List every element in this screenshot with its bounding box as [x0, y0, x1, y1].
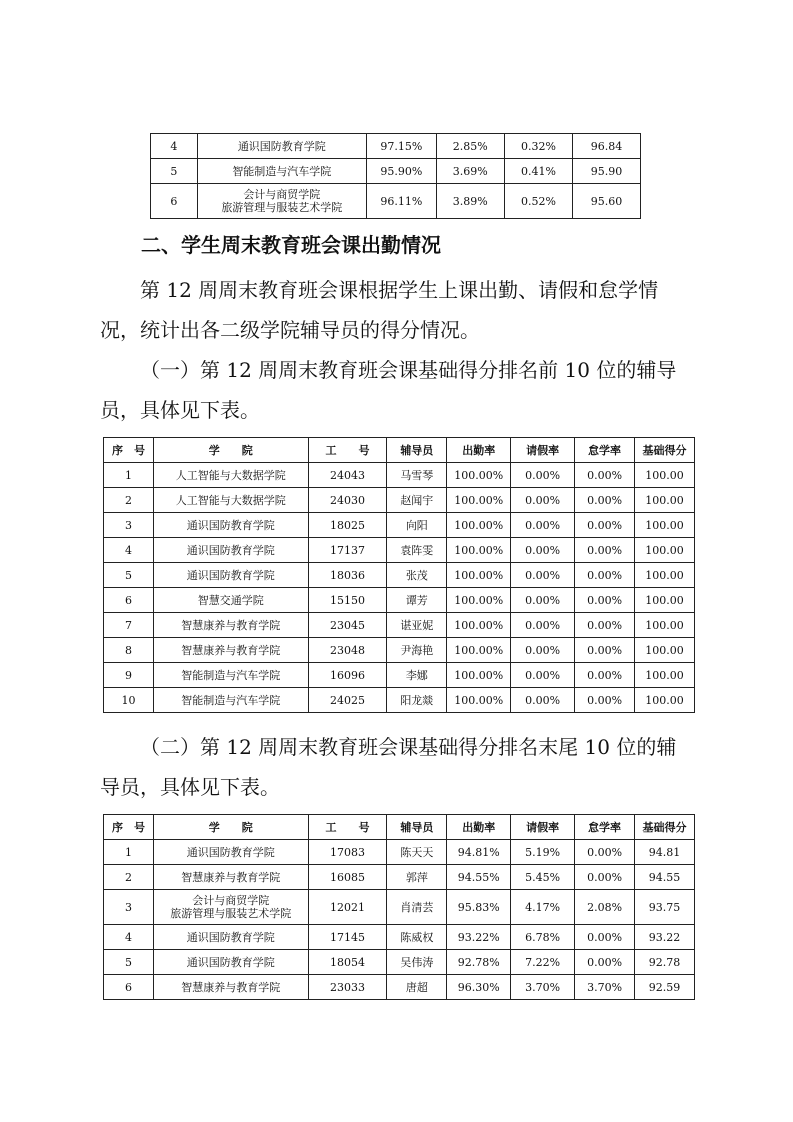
cell-college — [153, 463, 308, 488]
cell-id: 24030 — [308, 488, 387, 513]
cell-counselor: 吴伟涛 — [387, 950, 447, 975]
header-counselor: 辅导员 — [387, 438, 447, 463]
college-line: 智能制造与汽车学院 — [232, 164, 332, 178]
cell-absent: 0.00% — [575, 925, 635, 950]
college-line: 通识国防教育学院 — [186, 518, 275, 532]
college-line: 旅游管理与服装艺术学院 — [170, 907, 292, 920]
cell-id: 16085 — [308, 865, 387, 890]
cell-score: 100.00 — [635, 538, 695, 563]
cell-attend: 100.00% — [447, 513, 511, 538]
cell-score: 100.00 — [635, 688, 695, 713]
college-line: 通识国防教育学院 — [186, 568, 275, 582]
cell-leave: 0.00% — [511, 463, 575, 488]
cell-absent: 0.00% — [575, 513, 635, 538]
cell-attend: 97.15% — [366, 134, 436, 159]
cell-score: 92.59 — [635, 975, 695, 1000]
cell-college — [153, 865, 308, 890]
cell-college — [153, 613, 308, 638]
cell-counselor: 谭芳 — [387, 588, 447, 613]
cell-leave: 7.22% — [511, 950, 575, 975]
cell-no: 8 — [104, 638, 154, 663]
cell-leave: 3.69% — [436, 159, 504, 184]
cell-id: 17083 — [308, 840, 387, 865]
cell-no: 4 — [151, 134, 198, 159]
header-counselor: 辅导员 — [387, 815, 447, 840]
cell-college — [153, 840, 308, 865]
college-line: 智慧康养与教育学院 — [181, 643, 281, 657]
cell-score: 100.00 — [635, 563, 695, 588]
cell-id: 23033 — [308, 975, 387, 1000]
cell-attend: 94.55% — [447, 865, 511, 890]
table-row — [104, 865, 695, 890]
cell-counselor: 陈天天 — [387, 840, 447, 865]
cell-id: 12021 — [308, 890, 387, 925]
table-row — [104, 563, 695, 588]
cell-id: 18036 — [308, 563, 387, 588]
cell-no: 1 — [104, 840, 154, 865]
cell-attend: 100.00% — [447, 663, 511, 688]
cell-no: 6 — [104, 975, 154, 1000]
cell-score: 94.81 — [635, 840, 695, 865]
cell-absent: 2.08% — [575, 890, 635, 925]
cell-no: 6 — [104, 588, 154, 613]
cell-leave: 5.45% — [511, 865, 575, 890]
header-no: 序 号 — [104, 438, 154, 463]
cell-attend: 95.90% — [366, 159, 436, 184]
cell-attend: 96.11% — [366, 184, 436, 219]
table-row — [104, 488, 695, 513]
cell-score: 96.84 — [573, 134, 641, 159]
cell-score: 94.55 — [635, 865, 695, 890]
cell-college — [153, 975, 308, 1000]
cell-leave: 2.85% — [436, 134, 504, 159]
bottom10-caption: （二）第 12 周周末教育班会课基础得分排名末尾 10 位的辅导员，具体见下表。 — [100, 735, 677, 799]
header-id: 工 号 — [308, 815, 387, 840]
cell-id: 15150 — [308, 588, 387, 613]
table-row — [104, 538, 695, 563]
cell-leave: 0.00% — [511, 538, 575, 563]
cell-counselor: 李娜 — [387, 663, 447, 688]
cell-no: 1 — [104, 463, 154, 488]
cell-score: 95.60 — [573, 184, 641, 219]
table-row — [104, 688, 695, 713]
cell-college — [153, 513, 308, 538]
header-attend: 出勤率 — [447, 815, 511, 840]
cell-college — [153, 563, 308, 588]
bottom10-counselor-table — [103, 814, 695, 1000]
cell-college — [153, 688, 308, 713]
cell-absent: 0.00% — [575, 563, 635, 588]
cell-attend: 100.00% — [447, 638, 511, 663]
cell-id: 18025 — [308, 513, 387, 538]
cell-no: 4 — [104, 925, 154, 950]
table-row — [104, 975, 695, 1000]
cell-attend: 100.00% — [447, 588, 511, 613]
table-row — [104, 588, 695, 613]
cell-college — [197, 134, 366, 159]
cell-absent: 0.00% — [575, 638, 635, 663]
cell-college — [153, 538, 308, 563]
cell-score: 100.00 — [635, 613, 695, 638]
cell-attend: 94.81% — [447, 840, 511, 865]
table-row — [151, 134, 641, 159]
cell-counselor: 袁阵雯 — [387, 538, 447, 563]
cell-score: 100.00 — [635, 513, 695, 538]
cell-leave: 0.00% — [511, 663, 575, 688]
college-line: 智慧交通学院 — [197, 593, 264, 607]
college-line: 通识国防教育学院 — [186, 955, 275, 969]
cell-college — [153, 663, 308, 688]
top10-counselor-table — [103, 437, 695, 713]
continued-college-table-body — [151, 134, 641, 219]
table-row — [104, 513, 695, 538]
cell-no: 3 — [104, 890, 154, 925]
cell-absent: 0.52% — [504, 184, 572, 219]
cell-leave: 0.00% — [511, 588, 575, 613]
header-no: 序 号 — [104, 815, 154, 840]
header-id: 工 号 — [308, 438, 387, 463]
cell-id: 17145 — [308, 925, 387, 950]
table-row — [104, 463, 695, 488]
cell-counselor: 马雪琴 — [387, 463, 447, 488]
cell-no: 9 — [104, 663, 154, 688]
cell-score: 95.90 — [573, 159, 641, 184]
cell-college — [153, 950, 308, 975]
cell-score: 100.00 — [635, 588, 695, 613]
cell-leave: 6.78% — [511, 925, 575, 950]
cell-no: 4 — [104, 538, 154, 563]
cell-leave: 3.89% — [436, 184, 504, 219]
college-line: 智能制造与汽车学院 — [181, 693, 281, 707]
cell-absent: 0.41% — [504, 159, 572, 184]
cell-leave: 0.00% — [511, 613, 575, 638]
college-line: 智慧康养与教育学院 — [181, 870, 281, 884]
college-line: 人工智能与大数据学院 — [175, 468, 286, 482]
cell-no: 5 — [151, 159, 198, 184]
cell-no: 2 — [104, 865, 154, 890]
table-row — [104, 663, 695, 688]
cell-counselor: 肖清芸 — [387, 890, 447, 925]
header-leave: 请假率 — [511, 438, 575, 463]
table-header-row — [104, 815, 695, 840]
table-row — [104, 925, 695, 950]
cell-leave: 0.00% — [511, 488, 575, 513]
cell-attend: 100.00% — [447, 563, 511, 588]
top10-table-body — [104, 463, 695, 713]
cell-id: 24025 — [308, 688, 387, 713]
table-row — [104, 890, 695, 925]
cell-absent: 0.00% — [575, 463, 635, 488]
cell-college — [153, 638, 308, 663]
cell-counselor: 阳龙燚 — [387, 688, 447, 713]
cell-leave: 3.70% — [511, 975, 575, 1000]
college-line: 智慧康养与教育学院 — [181, 980, 281, 994]
cell-id: 23048 — [308, 638, 387, 663]
cell-score: 92.78 — [635, 950, 695, 975]
cell-attend: 93.22% — [447, 925, 511, 950]
cell-absent: 0.00% — [575, 538, 635, 563]
cell-counselor: 唐超 — [387, 975, 447, 1000]
cell-no: 6 — [151, 184, 198, 219]
cell-counselor: 赵闻宇 — [387, 488, 447, 513]
cell-score: 93.22 — [635, 925, 695, 950]
header-score: 基础得分 — [635, 438, 695, 463]
cell-no: 5 — [104, 563, 154, 588]
cell-attend: 100.00% — [447, 463, 511, 488]
cell-college — [153, 925, 308, 950]
cell-leave: 0.00% — [511, 688, 575, 713]
table-row — [104, 950, 695, 975]
cell-no: 5 — [104, 950, 154, 975]
cell-absent: 3.70% — [575, 975, 635, 1000]
header-score: 基础得分 — [635, 815, 695, 840]
cell-leave: 0.00% — [511, 638, 575, 663]
table-row — [104, 613, 695, 638]
cell-absent: 0.00% — [575, 688, 635, 713]
cell-absent: 0.00% — [575, 613, 635, 638]
college-line: 智慧康养与教育学院 — [181, 618, 281, 632]
college-line: 会计与商贸学院 — [192, 894, 270, 907]
cell-college — [197, 159, 366, 184]
cell-counselor: 郭萍 — [387, 865, 447, 890]
cell-id: 17137 — [308, 538, 387, 563]
cell-absent: 0.00% — [575, 588, 635, 613]
cell-absent: 0.00% — [575, 488, 635, 513]
header-college: 学 院 — [153, 815, 308, 840]
cell-counselor: 张茂 — [387, 563, 447, 588]
cell-attend: 96.30% — [447, 975, 511, 1000]
college-line: 通识国防教育学院 — [237, 139, 326, 153]
cell-leave: 4.17% — [511, 890, 575, 925]
cell-attend: 95.83% — [447, 890, 511, 925]
table-row — [104, 840, 695, 865]
cell-score: 100.00 — [635, 638, 695, 663]
cell-leave: 0.00% — [511, 513, 575, 538]
header-absent: 怠学率 — [575, 815, 635, 840]
cell-no: 3 — [104, 513, 154, 538]
cell-attend: 100.00% — [447, 613, 511, 638]
college-line: 人工智能与大数据学院 — [175, 493, 286, 507]
cell-score: 100.00 — [635, 663, 695, 688]
cell-score: 100.00 — [635, 463, 695, 488]
cell-id: 24043 — [308, 463, 387, 488]
cell-no: 10 — [104, 688, 154, 713]
college-line: 旅游管理与服装艺术学院 — [221, 201, 343, 214]
college-line: 智能制造与汽车学院 — [181, 668, 281, 682]
cell-counselor: 陈威权 — [387, 925, 447, 950]
cell-college — [197, 184, 366, 219]
cell-absent: 0.00% — [575, 663, 635, 688]
table-row — [151, 159, 641, 184]
cell-college — [153, 588, 308, 613]
table-header-row — [104, 438, 695, 463]
cell-attend: 100.00% — [447, 688, 511, 713]
cell-attend: 100.00% — [447, 538, 511, 563]
college-line: 通识国防教育学院 — [186, 543, 275, 557]
college-line: 通识国防教育学院 — [186, 930, 275, 944]
top10-caption: （一）第 12 周周末教育班会课基础得分排名前 10 位的辅导员，具体见下表。 — [100, 358, 677, 422]
continued-college-table — [150, 133, 641, 219]
cell-counselor: 谌亚妮 — [387, 613, 447, 638]
cell-absent: 0.00% — [575, 950, 635, 975]
header-absent: 怠学率 — [575, 438, 635, 463]
intro-paragraph: 第 12 周周末教育班会课根据学生上课出勤、请假和怠学情况，统计出各二级学院辅导员的得分情况。 — [100, 278, 659, 342]
cell-no: 7 — [104, 613, 154, 638]
cell-absent: 0.32% — [504, 134, 572, 159]
cell-college — [153, 890, 308, 925]
cell-id: 18054 — [308, 950, 387, 975]
cell-leave: 0.00% — [511, 563, 575, 588]
cell-leave: 5.19% — [511, 840, 575, 865]
header-attend: 出勤率 — [447, 438, 511, 463]
cell-no: 2 — [104, 488, 154, 513]
cell-college — [153, 488, 308, 513]
cell-absent: 0.00% — [575, 840, 635, 865]
table-row — [151, 184, 641, 219]
cell-counselor: 向阳 — [387, 513, 447, 538]
cell-id: 16096 — [308, 663, 387, 688]
cell-score: 100.00 — [635, 488, 695, 513]
cell-id: 23045 — [308, 613, 387, 638]
header-leave: 请假率 — [511, 815, 575, 840]
cell-counselor: 尹海艳 — [387, 638, 447, 663]
cell-absent: 0.00% — [575, 865, 635, 890]
cell-attend: 92.78% — [447, 950, 511, 975]
table-row — [104, 638, 695, 663]
college-line: 会计与商贸学院 — [243, 188, 321, 201]
header-college: 学 院 — [153, 438, 308, 463]
section-heading: 二、学生周末教育班会课出勤情况 — [141, 233, 441, 257]
college-line: 通识国防教育学院 — [186, 845, 275, 859]
cell-score: 93.75 — [635, 890, 695, 925]
cell-attend: 100.00% — [447, 488, 511, 513]
bottom10-table-body — [104, 840, 695, 1000]
